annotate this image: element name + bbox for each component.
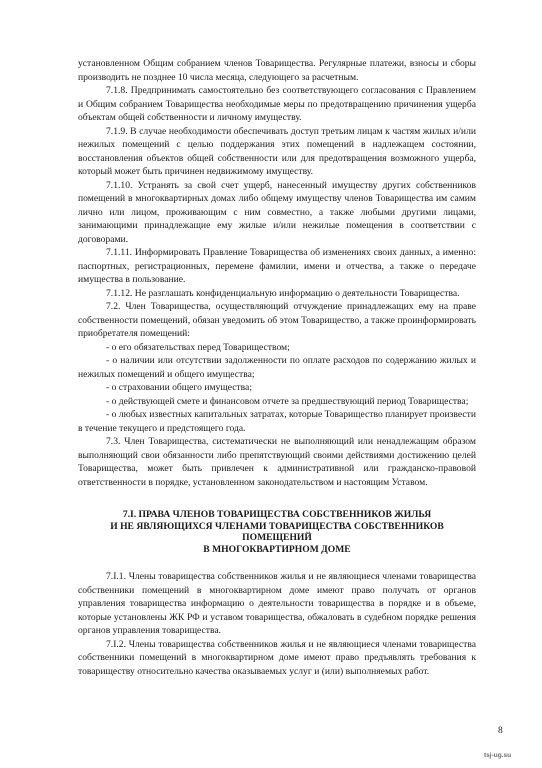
paragraph-continuation: установленном Общим собранием членов Товарищества. Регулярные платежи, взносы и сборы производить не позднее 10 числа месяца, следующего за расчетным. (78, 58, 476, 83)
page-number: 8 (498, 726, 503, 736)
list-item: - о страховании общего имущества; (106, 382, 252, 393)
document-body (78, 57, 476, 678)
list-item: - о любых известных капитальных затратах, которые Товарищество планирует произвести в течение текущего и предстоящего года. (78, 409, 476, 434)
paragraph-7-i-2: 7.I.2. Члены товарищества собственников жилья и не являющиеся членами товарищества собственники помещений в многоквартирном доме имеют право предъявлять требования к товариществу относительно качества оказываемых услуг и (или) выполняемых работ. (78, 638, 476, 677)
paragraph-7-3: 7.3. Член Товарищества, систематически не выполняющий или ненадлежащим образом выполняющий свои обязанности либо препятствующий своими действиями достижению целей Товарищества, может быть привлечен к административной или гражданско-правовой ответственности в порядке, установленном законодательством и настоящим Уставом. (78, 436, 476, 488)
heading-line: И НЕ ЯВЛЯЮЩИХСЯ ЧЛЕНАМИ ТОВАРИЩЕСТВА СОБСТВЕННИКОВ (110, 520, 444, 532)
heading-line: 7.I. ПРАВА ЧЛЕНОВ ТОВАРИЩЕСТВА СОБСТВЕННИКОВ ЖИЛЬЯ (122, 509, 432, 520)
list-item: - о действующей смете и финансовом отчете за предшествующий период Товарищества; (106, 395, 469, 407)
paragraph-7-1-10: 7.1.10. Устранять за свой счет ущерб, нанесенный имуществу других собственников помещений в многоквартирных домах либо общему имуществу членов Товарищества им самим лично или лицом, проживающим с ним совместно, а также любыми другими лицами, занимающими принадлежащие ему жилые и/или нежилые помещения в соответствии с договорами. (78, 179, 476, 245)
paragraph-7-1-12: 7.1.12. Не разглашать конфиденциальную информацию о деятельности Товарищества. (106, 287, 460, 299)
list-item: - о наличии или отсутствии задолженности по оплате расходов по содержанию жилых и нежилых помещений и общего имущества; (78, 355, 476, 380)
paragraph-7-1-9: 7.1.9. В случае необходимости обеспечивать доступ третьим лицам к частям жилых и/или нежилых помещений с целью поддержания этих помещений в надлежащем состоянии, восстановления объектов общей собственности или для предотвращения возможного ущерба, который может быть причинен недвижимому имуществу. (78, 125, 476, 177)
paragraph-7-1-11: 7.1.11. Информировать Правление Товарищества об изменениях своих данных, а именно: паспортных, регистрационных, перемене фамилии, имени и отчества, а также о передаче имущества в пользование. (78, 247, 476, 285)
paragraph-7-1-8: 7.1.8. Предпринимать самостоятельно без соответствующего согласования с Правлением и Общим собранием Товарищества необходимые меры по предотвращению причинения ущерба объектам общей собственности и личному имуществу. (78, 85, 476, 123)
heading-line: В МНОГОКВАРТИРНОМ ДОМЕ (203, 543, 351, 555)
section-heading (78, 509, 476, 555)
list-item: - о его обязательствах перед Товариществом; (106, 341, 290, 353)
paragraph-7-2: 7.2. Член Товарищества, осуществляющий отчуждение принадлежащих ему на праве собственности помещений, обязан уведомить об этом Товарищество, а также проинформировать приобретателя помещений: (78, 301, 476, 339)
paragraph-7-i-1: 7.I.1. Члены товарищества собственников жилья и не являющиеся членами товарищества собственники помещений в многоквартирном доме имеют право получать от органов управления товарищества информацию о деятельности товарищества в порядке и в объеме, которые установлены ЖК РФ и уставом товарищества, обжаловать в судебном порядке решения органов управления товарищества. (78, 571, 476, 636)
heading-line: ПОМЕЩЕНИЙ (242, 532, 312, 543)
site-watermark: tsj-ug.su (484, 752, 512, 759)
